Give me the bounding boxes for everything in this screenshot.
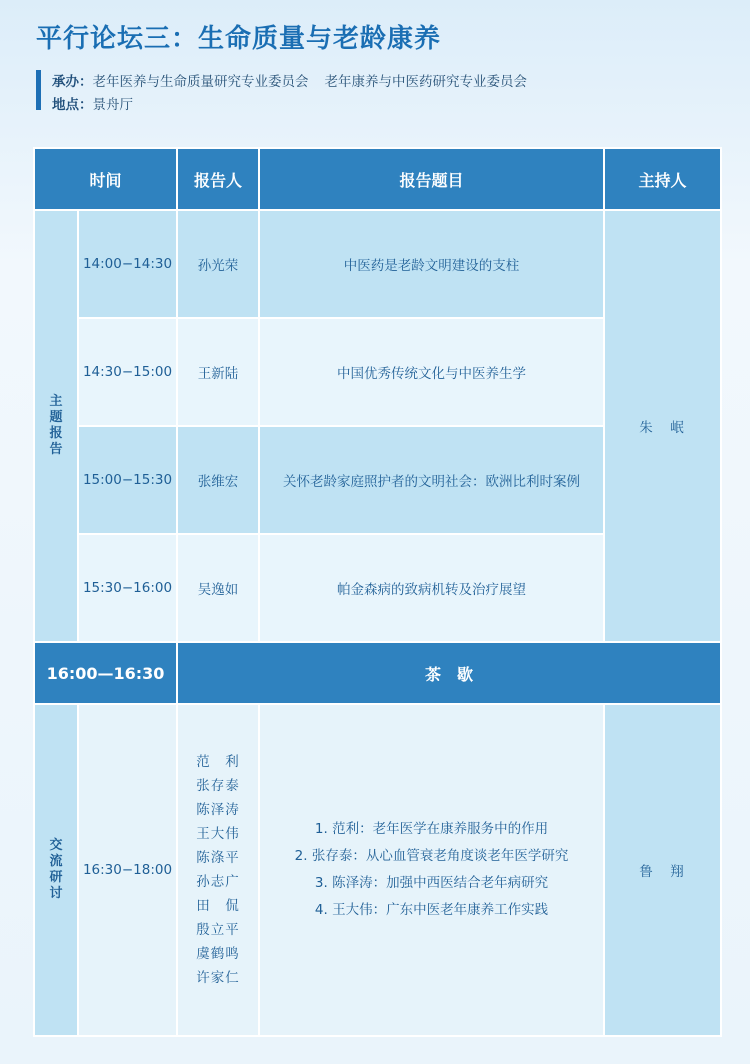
table-header-row xyxy=(34,148,721,210)
speaker-name: 范 利 xyxy=(196,754,240,770)
discussion-topic: 2. 张存泰：从心血管衰老角度谈老年医学研究 xyxy=(294,848,569,864)
speaker-cell: 王新陆 xyxy=(177,318,259,426)
time-cell: 15:00−15:30 xyxy=(78,426,177,534)
topic-cell: 中医药是老龄文明建设的支柱 xyxy=(259,210,604,318)
speaker-cell: 吴逸如 xyxy=(177,534,259,642)
speaker-name: 陈涤平 xyxy=(196,850,240,866)
break-label: 茶 歇 xyxy=(177,642,721,704)
venue-row xyxy=(52,93,133,113)
header-time: 时间 xyxy=(34,148,177,210)
discussion-topic: 3. 陈泽涛：加强中西医结合老年病研究 xyxy=(314,875,549,891)
topic-list xyxy=(259,704,604,1036)
table-row xyxy=(34,704,721,1036)
discussion-topic: 1. 范利：老年医学在康养服务中的作用 xyxy=(314,821,549,837)
speaker-name: 虞鹤鸣 xyxy=(196,946,240,962)
agenda-table xyxy=(33,147,722,1037)
time-cell: 14:30−15:00 xyxy=(78,318,177,426)
speaker-list xyxy=(177,704,259,1036)
accent-bar xyxy=(36,70,41,110)
category-discussion: 交 流 研 讨 xyxy=(34,704,78,1036)
time-cell: 16:30−18:00 xyxy=(78,704,177,1036)
organizer-1: 老年医养与生命质量研究专业委员会 xyxy=(92,74,309,90)
discussion-topic: 4. 王大伟：广东中医老年康养工作实践 xyxy=(314,902,549,918)
speaker-name: 田 侃 xyxy=(196,898,240,914)
venue-value: 景舟厅 xyxy=(92,97,133,113)
speaker-cell: 张维宏 xyxy=(177,426,259,534)
topic-cell: 中国优秀传统文化与中医养生学 xyxy=(259,318,604,426)
host-cell: 鲁 翔 xyxy=(604,704,721,1036)
venue-label: 地点： xyxy=(52,97,93,113)
speaker-name: 许家仁 xyxy=(196,970,240,986)
speaker-cell: 孙光荣 xyxy=(177,210,259,318)
header-speaker: 报告人 xyxy=(177,148,259,210)
time-cell: 14:00−14:30 xyxy=(78,210,177,318)
speaker-name: 陈泽涛 xyxy=(196,802,240,818)
table-row xyxy=(34,210,721,318)
organizer-2: 老年康养与中医药研究专业委员会 xyxy=(324,74,527,90)
header-host: 主持人 xyxy=(604,148,721,210)
break-time: 16:00—16:30 xyxy=(34,642,177,704)
break-row xyxy=(34,642,721,704)
header-topic: 报告题目 xyxy=(259,148,604,210)
speaker-name: 张存泰 xyxy=(196,778,240,794)
organizer-row xyxy=(52,70,527,90)
time-cell: 15:30−16:00 xyxy=(78,534,177,642)
speaker-name: 王大伟 xyxy=(196,826,240,842)
speaker-name: 孙志广 xyxy=(196,874,240,890)
topic-cell: 关怀老龄家庭照护者的文明社会：欧洲比利时案例 xyxy=(259,426,604,534)
speaker-name: 殷立平 xyxy=(196,922,240,938)
host-cell: 朱 岷 xyxy=(604,210,721,642)
category-keynote: 主 题 报 告 xyxy=(34,210,78,642)
page-title: 平行论坛三：生命质量与老龄康养 xyxy=(36,24,442,54)
organizer-label: 承办： xyxy=(52,74,93,90)
topic-cell: 帕金森病的致病机转及治疗展望 xyxy=(259,534,604,642)
